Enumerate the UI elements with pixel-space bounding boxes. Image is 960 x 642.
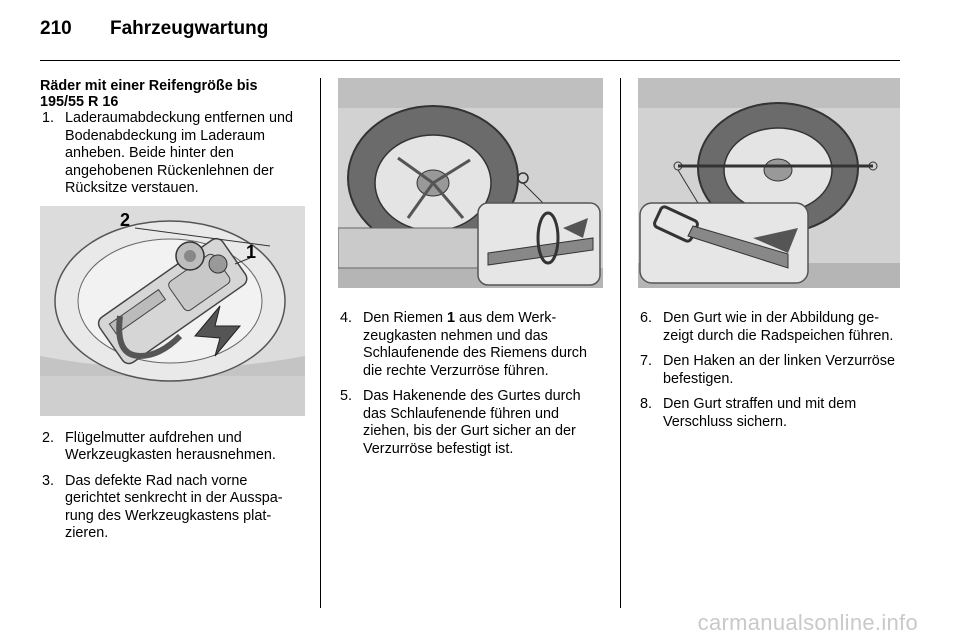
section-heading: Räder mit einer Reifengröße bis 195/55 R 16 (40, 78, 258, 110)
step-list-1 (40, 110, 305, 198)
step-text-post: aus dem Werkzeugkasten nehmen und das Schlaufenende des Riemens durch die rechte Verzurröse führen. (363, 310, 587, 379)
step-5 (338, 388, 603, 458)
toolbox-illustration (40, 206, 305, 416)
step-list-4 (638, 310, 903, 431)
column-1 (40, 78, 305, 551)
step-text: Flügelmutter aufdrehen und Werkzeugkasten herausnehmen. (65, 429, 276, 463)
figure-strap-through-right-eye (338, 78, 603, 288)
figure-label-2: 2 (120, 209, 131, 230)
page-title: Fahrzeugwartung (110, 18, 269, 39)
step-number: 4. (340, 310, 353, 326)
watermark: carmanualsonline.info (697, 610, 918, 635)
step-2 (40, 430, 305, 465)
step-4 (338, 310, 603, 380)
page-header (40, 18, 920, 48)
step-number: 8. (640, 396, 653, 412)
step-text: Das defekte Rad nach vorne gerichtet senkrecht in der Aussparung des Werkzeugkastens platzieren. (65, 472, 283, 541)
step-list-3 (338, 310, 603, 458)
step-text: Den Gurt wie in der Abbildung gezeigt durch die Radspeichen führen. (663, 310, 894, 344)
step-number: 1. (42, 110, 55, 126)
strap-through-spokes-illustration (638, 78, 900, 288)
step-text: Laderaumabdeckung entfernen und Bodenabdeckung im Laderaum anheben. Beide hinter den angehobenen Rückenlehnen der Rücksitze verstauen. (65, 110, 294, 196)
step-7 (638, 353, 903, 388)
step-number: 2. (42, 429, 55, 446)
figure-label-1: 1 (246, 241, 257, 262)
step-list-2 (40, 430, 305, 543)
column-3 (638, 78, 903, 439)
part-number-1: 1 (446, 310, 455, 326)
spare-wheel-strap-illustration (338, 78, 603, 288)
step-number: 5. (340, 388, 353, 404)
step-text: Den Gurt straffen und mit dem Verschluss sichern. (663, 396, 857, 430)
step-number: 3. (42, 472, 55, 489)
step-3 (40, 473, 305, 543)
step-1 (40, 110, 305, 198)
column-divider-2 (620, 78, 621, 608)
header-divider (40, 60, 900, 61)
step-number: 7. (640, 353, 653, 369)
step-number: 6. (640, 310, 653, 326)
step-text-pre: Den Riemen (363, 310, 447, 326)
step-text: Das Hakenende des Gurtes durch das Schlaufenende führen und ziehen, bis der Gurt sicher an der Verzurröse befestigt ist. (363, 388, 581, 457)
figure-toolbox-in-spare-wheel-well (40, 206, 305, 416)
figure-strap-through-spokes (638, 78, 900, 288)
step-8 (638, 396, 903, 431)
step-text: Den Haken an der linken Verzurröse befestigen. (663, 353, 895, 387)
step-text (363, 310, 587, 379)
step-6 (638, 310, 903, 345)
column-2 (338, 78, 603, 466)
page-number: 210 (40, 18, 72, 39)
column-divider-1 (320, 78, 321, 608)
